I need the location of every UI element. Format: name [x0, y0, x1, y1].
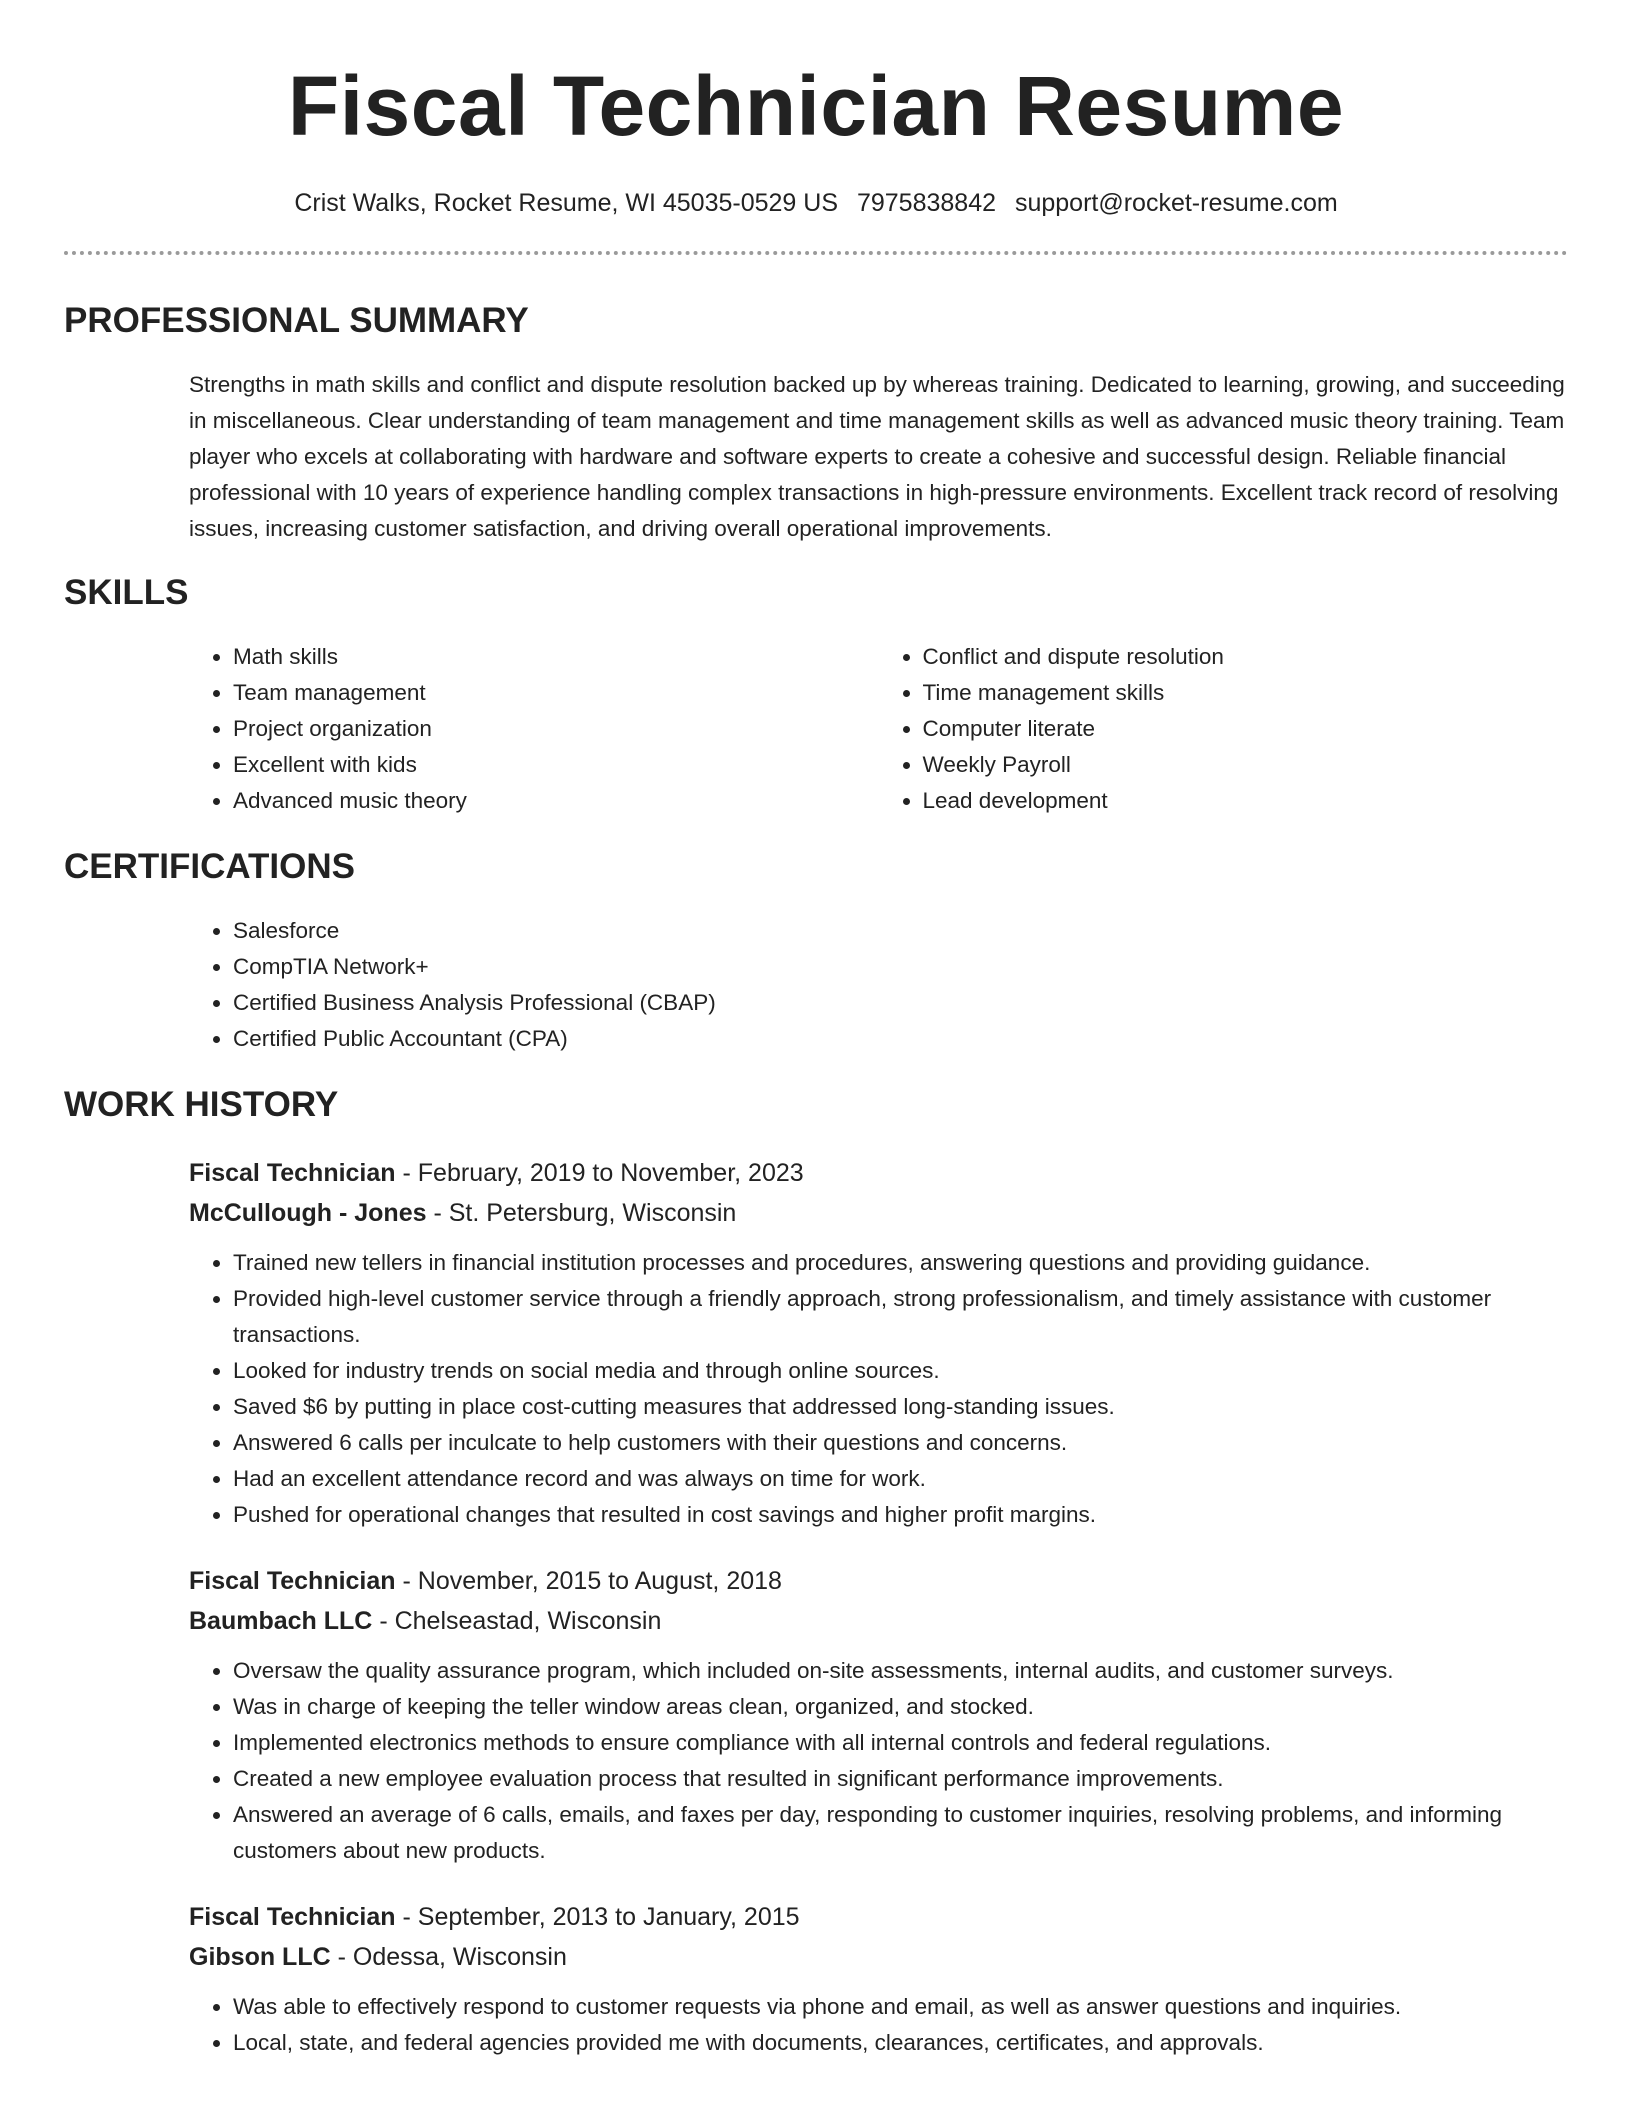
job-duties [189, 1989, 1568, 2061]
contact-email: support@rocket-resume.com [1014, 189, 1338, 217]
certifications-list [189, 913, 1568, 1057]
job-company: McCullough - Jones [189, 1199, 427, 1227]
job-location: - Odessa, Wisconsin [337, 1943, 567, 1971]
job-location: - St. Petersburg, Wisconsin [433, 1199, 737, 1227]
job-dates: - November, 2015 to August, 2018 [402, 1567, 782, 1595]
job-duty: • Answered 6 calls per inculcate to help customers with their questions and concerns. [233, 1425, 1568, 1461]
skills-columns [189, 639, 1568, 819]
job-company-line [189, 1601, 1568, 1641]
skill-item: • Conflict and dispute resolution [923, 639, 1569, 675]
job-duty: • Answered an average of 6 calls, emails, and faxes per day, responding to customer inquiries, resolving problems, and informing customers about new products. [233, 1797, 1568, 1869]
certification-item: • CompTIA Network+ [233, 949, 1568, 985]
contact-line [64, 186, 1568, 220]
job-company: Baumbach LLC [189, 1607, 373, 1635]
header-divider [64, 251, 1568, 255]
job-duty: • Local, state, and federal agencies provided me with documents, clearances, certificates, and approvals. [233, 2025, 1568, 2061]
job-location: - Chelseastad, Wisconsin [379, 1607, 662, 1635]
certifications-block [189, 913, 1568, 1057]
job-dates: - September, 2013 to January, 2015 [402, 1903, 800, 1931]
job-duty: • Looked for industry trends on social media and through online sources. [233, 1353, 1568, 1389]
skills-list-right [879, 639, 1569, 819]
job-duty: • Had an excellent attendance record and was always on time for work. [233, 1461, 1568, 1497]
job-duty: • Trained new tellers in financial institution processes and procedures, answering questions and providing guidance. [233, 1245, 1568, 1281]
job-company-line [189, 1937, 1568, 1977]
resume-title: Fiscal Technician Resume [287, 59, 1345, 153]
job-duty: • Created a new employee evaluation process that resulted in significant performance improvements. [233, 1761, 1568, 1797]
skill-item: • Excellent with kids [233, 747, 879, 783]
job-dates: - February, 2019 to November, 2023 [402, 1159, 804, 1187]
job-duty: • Was able to effectively respond to customer requests via phone and email, as well as answer questions and inquiries. [233, 1989, 1568, 2025]
job-company: Gibson LLC [189, 1943, 331, 1971]
job-entry [189, 1153, 1568, 1533]
certifications-heading: CERTIFICATIONS [64, 847, 356, 886]
job-title: Fiscal Technician [189, 1903, 396, 1931]
skills-heading: SKILLS [64, 573, 189, 612]
skill-item: • Advanced music theory [233, 783, 879, 819]
skill-item: • Weekly Payroll [923, 747, 1569, 783]
job-duty: • Was in charge of keeping the teller window areas clean, organized, and stocked. [233, 1689, 1568, 1725]
skill-item: • Lead development [923, 783, 1569, 819]
job-duty: • Provided high-level customer service through a friendly approach, strong professionalism, and timely assistance with customer transactions. [233, 1281, 1568, 1353]
job-entry [189, 1561, 1568, 1869]
job-duties [189, 1653, 1568, 1869]
summary-text: Strengths in math skills and conflict and dispute resolution backed up by whereas training. Dedicated to learning, growing, and succeeding in miscellaneous. Clear understanding of team management and time management skills as well as advanced music theory training. Team player who excels at collaborating with hardware and software experts to create a cohesive and successful design. Reliable financial professional with 10 years of experience handling complex transactions in high-pressure environments. Excellent track record of resolving issues, increasing customer satisfaction, and driving overall operational improvements. [189, 372, 1565, 541]
skill-item: • Computer literate [923, 711, 1569, 747]
job-title-line [189, 1897, 1568, 1937]
job-duty: • Pushed for operational changes that resulted in cost savings and higher profit margins. [233, 1497, 1568, 1533]
certification-item: • Salesforce [233, 913, 1568, 949]
certification-item: • Certified Public Accountant (CPA) [233, 1021, 1568, 1057]
skill-item: • Project organization [233, 711, 879, 747]
job-duties [189, 1245, 1568, 1533]
job-title-line [189, 1561, 1568, 1601]
job-title-line [189, 1153, 1568, 1193]
job-duty: • Oversaw the quality assurance program, which included on-site assessments, internal audits, and customer surveys. [233, 1653, 1568, 1689]
contact-address: Crist Walks, Rocket Resume, WI 45035-0529 US [294, 189, 839, 217]
skill-item: • Team management [233, 675, 879, 711]
skill-item: • Math skills [233, 639, 879, 675]
certification-item: • Certified Business Analysis Professional (CBAP) [233, 985, 1568, 1021]
summary-heading: PROFESSIONAL SUMMARY [64, 301, 529, 340]
job-entry [189, 1897, 1568, 2061]
job-company-line [189, 1193, 1568, 1233]
job-title: Fiscal Technician [189, 1567, 396, 1595]
skills-list-left [189, 639, 879, 819]
job-title: Fiscal Technician [189, 1159, 396, 1187]
work-history-heading: WORK HISTORY [64, 1085, 339, 1124]
job-duty: • Implemented electronics methods to ensure compliance with all internal controls and federal regulations. [233, 1725, 1568, 1761]
contact-phone: 7975838842 [856, 189, 997, 217]
job-duty: • Saved $6 by putting in place cost-cutting measures that addressed long-standing issues. [233, 1389, 1568, 1425]
skill-item: • Time management skills [923, 675, 1569, 711]
